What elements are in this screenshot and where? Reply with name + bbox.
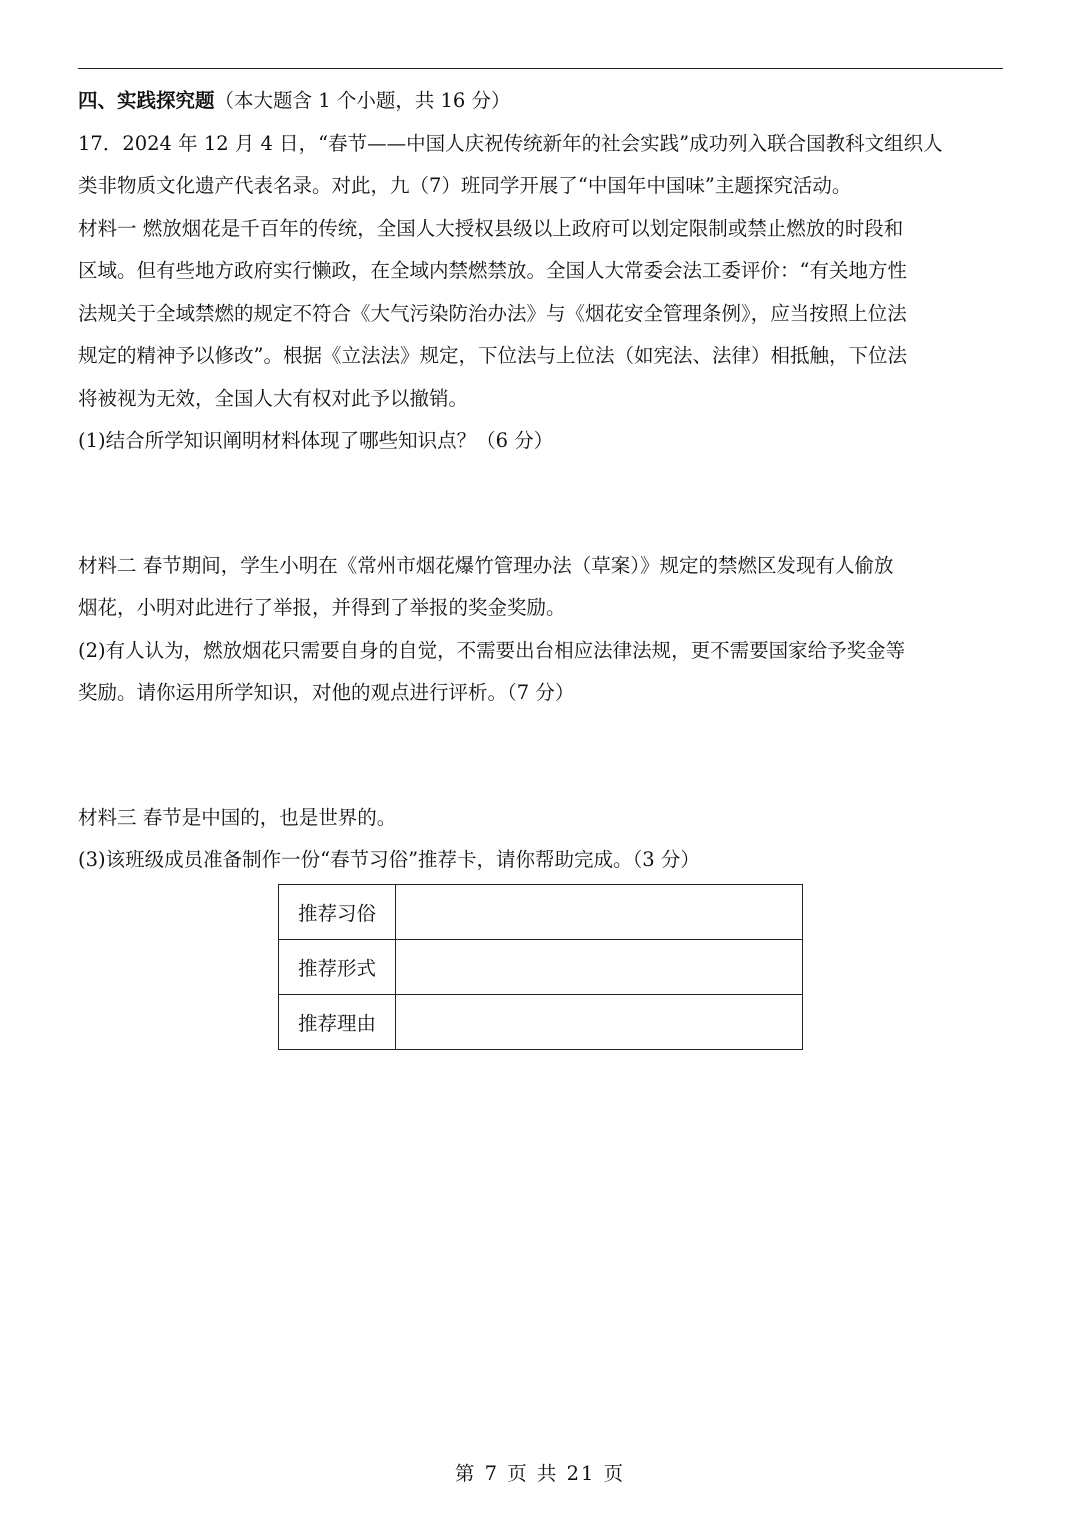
material-two-line: 材料二 春节期间，学生小明在《常州市烟花爆竹管理办法（草案）》规定的禁燃区发现有人偷放: [78, 553, 894, 577]
section-title: 四、实践探究题: [78, 89, 215, 112]
sub-question-1: (1)结合所学知识阐明材料体现了哪些知识点？（6 分）: [78, 429, 554, 452]
card-value-form[interactable]: [396, 940, 803, 995]
material-one-line: 将被视为无效，全国人大有权对此予以撤销。: [78, 386, 469, 410]
table-row: [279, 885, 803, 940]
card-label-custom: 推荐习俗: [279, 885, 396, 940]
sub-question-2-line: (2)有人认为，燃放烟花只需要自身的自觉，不需要出台相应法律法规，更不需要国家给予奖金等: [78, 638, 906, 662]
question-intro-line-2: 类非物质文化遗产代表名录。对此，九（7）班同学开展了“中国年中国味”主题探究活动。: [78, 174, 852, 197]
section-heading: [78, 80, 1003, 123]
card-label-form: 推荐形式: [279, 940, 396, 995]
material-one-line: 材料一 燃放烟花是千百年的传统，全国人大授权县级以上政府可以划定限制或禁止燃放的时段和: [78, 216, 904, 240]
sub-question-2-line: 奖励。请你运用所学知识，对他的观点进行评析。（7 分）: [78, 681, 575, 704]
material-one: [78, 208, 1003, 421]
top-divider: [78, 68, 1003, 69]
table-row: [279, 995, 803, 1050]
material-one-line: 法规关于全域禁燃的规定不符合《大气污染防治办法》与《烟花安全管理条例》，应当按照上位法: [78, 301, 907, 325]
card-label-reason: 推荐理由: [279, 995, 396, 1050]
card-value-reason[interactable]: [396, 995, 803, 1050]
page-number: 第 7 页 共 21 页: [454, 1462, 626, 1485]
material-two-line: 烟花，小明对此进行了举报，并得到了举报的奖金奖励。: [78, 596, 566, 619]
material-three: 材料三 春节是中国的，也是世界的。: [78, 805, 397, 829]
answer-space-2[interactable]: [78, 715, 1003, 797]
table-row: [279, 940, 803, 995]
answer-space-1[interactable]: [78, 463, 1003, 545]
question-intro-line-1: 17．2024 年 12 月 4 日，“春节——中国人庆祝传统新年的社会实践”成功列入联合国教科文组织人: [78, 131, 943, 155]
material-one-line: 区域。但有些地方政府实行懒政，在全域内禁燃禁放。全国人大常委会法工委评价：“有关地方性: [78, 259, 907, 282]
exam-content: [78, 80, 1003, 882]
card-value-custom[interactable]: [396, 885, 803, 940]
section-score-note: （本大题含 1 个小题，共 16 分）: [214, 89, 511, 112]
material-two: [78, 545, 1003, 630]
material-one-line: 规定的精神予以修改”。根据《立法法》规定，下位法与上位法（如宪法、法律）相抵触，下位法: [78, 344, 907, 367]
recommendation-card-table: [278, 884, 803, 1050]
sub-question-3: (3)该班级成员准备制作一份“春节习俗”推荐卡，请你帮助完成。（3 分）: [78, 848, 700, 871]
sub-question-2: [78, 630, 1003, 715]
